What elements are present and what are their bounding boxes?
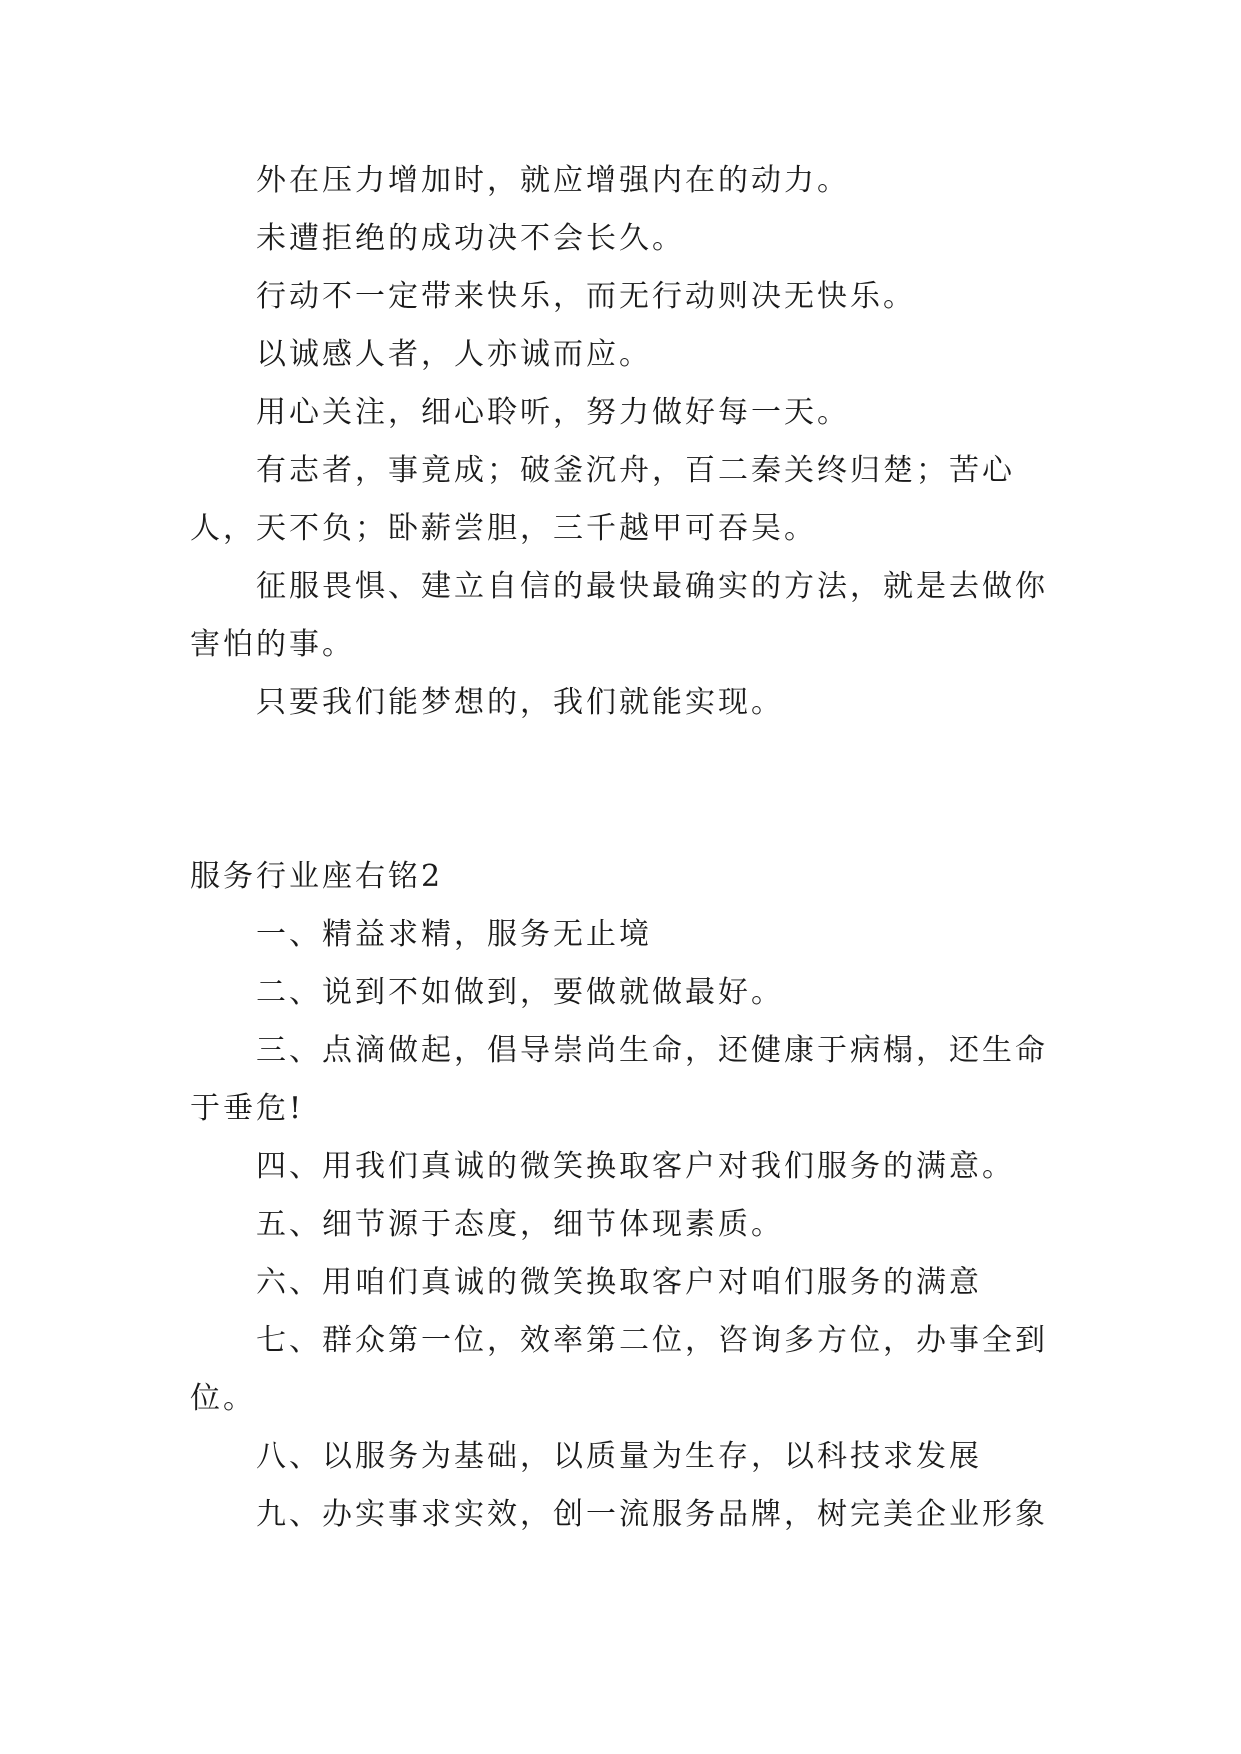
- list-item: 五、细节源于态度，细节体现素质。: [256, 1207, 784, 1242]
- list-item: 四、用我们真诚的微笑换取客户对我们服务的满意。: [256, 1149, 1015, 1184]
- list-item: 九、办实事求实效，创一流服务品牌，树完美企业形象: [256, 1497, 1048, 1532]
- list-item: 七、群众第一位，效率第二位，咨询多方位，办事全到位。: [190, 1323, 1048, 1416]
- paragraph: 未遭拒绝的成功决不会长久。: [256, 221, 685, 256]
- paragraph: 征服畏惧、建立自信的最快最确实的方法，就是去做你害怕的事。: [190, 569, 1048, 662]
- list-item: 六、用咱们真诚的微笑换取客户对咱们服务的满意: [256, 1265, 982, 1300]
- section-heading: 服务行业座右铭2: [190, 859, 444, 894]
- paragraph: 外在压力增加时，就应增强内在的动力。: [256, 163, 850, 198]
- document-body: [190, 152, 1050, 1544]
- list-item: 三、点滴做起，倡导崇尚生命，还健康于病榻，还生命于垂危!: [190, 1033, 1048, 1126]
- paragraph: 用心关注，细心聆听，努力做好每一天。: [256, 395, 850, 430]
- paragraph: 以诚感人者，人亦诚而应。: [256, 337, 652, 372]
- paragraph: 有志者，事竟成；破釜沉舟，百二秦关终归楚；苦心人，天不负；卧薪尝胆，三千越甲可吞吴。: [190, 453, 1015, 546]
- list-item: 二、说到不如做到，要做就做最好。: [256, 975, 784, 1010]
- paragraph: 行动不一定带来快乐，而无行动则决无快乐。: [256, 279, 916, 314]
- list-item: 八、以服务为基础，以质量为生存，以科技求发展: [256, 1439, 982, 1474]
- section-spacer: [190, 732, 1050, 848]
- paragraph: 只要我们能梦想的，我们就能实现。: [256, 685, 784, 720]
- list-item: 一、精益求精，服务无止境: [256, 917, 652, 952]
